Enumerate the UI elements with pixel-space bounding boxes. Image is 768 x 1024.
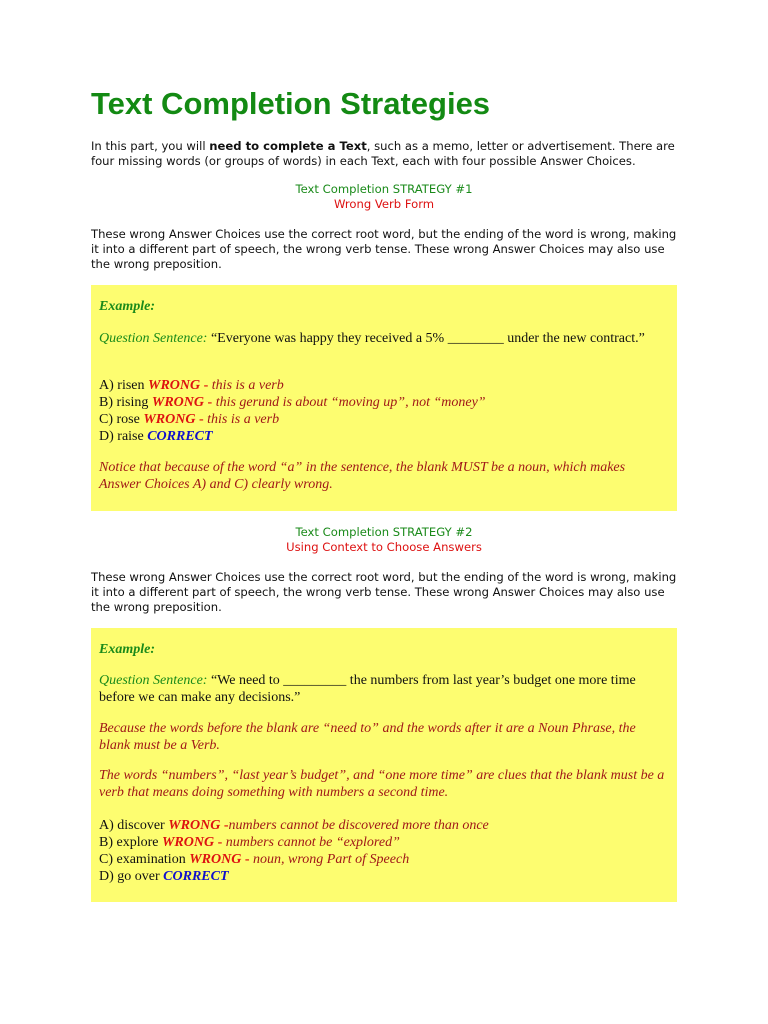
- strategy-1-heading: [91, 182, 677, 212]
- choice-dash: -: [214, 835, 223, 850]
- strategy-2-number: Text Completion STRATEGY #2: [295, 525, 473, 539]
- list-item: [99, 377, 669, 394]
- choice-word: go over: [113, 869, 164, 884]
- choice-verdict: WRONG: [151, 395, 205, 410]
- example-label: Example:: [99, 642, 155, 657]
- list-item: [99, 868, 669, 885]
- strategy-2-heading: [91, 525, 677, 555]
- choice-note: noun, wrong Part of Speech: [249, 852, 410, 867]
- choice-word: examination: [113, 852, 190, 867]
- choice-note: numbers cannot be discovered more than once: [228, 818, 489, 833]
- list-item: [99, 411, 669, 428]
- strategy-2-name: Using Context to Choose Answers: [286, 540, 482, 554]
- list-item: [99, 834, 669, 851]
- choice-verdict: WRONG: [148, 378, 201, 393]
- choice-word: risen: [113, 378, 148, 393]
- choice-letter: C): [99, 852, 113, 867]
- choice-verdict: CORRECT: [147, 429, 213, 444]
- choice-dash: -: [241, 852, 250, 867]
- strategy-1-number: Text Completion STRATEGY #1: [295, 182, 473, 196]
- choice-letter: C): [99, 412, 113, 427]
- choice-word: discover: [113, 818, 169, 833]
- strategy-1-name: Wrong Verb Form: [333, 197, 435, 211]
- choice-note: this is a verb: [203, 412, 280, 427]
- question-text: “Everyone was happy they received a 5% ________ under the new contract.”: [207, 331, 645, 346]
- strategy-2-explanation-2: The words “numbers”, “last year’s budget”, and “one more time” are clues that the blank must be a verb that means doing something with numbers a second time.: [99, 768, 665, 800]
- choice-verdict: WRONG: [168, 818, 221, 833]
- example-label: Example:: [99, 299, 155, 314]
- choice-verdict: CORRECT: [163, 869, 229, 884]
- choice-note: numbers cannot be “explored”: [222, 835, 400, 850]
- list-item: [99, 851, 669, 868]
- choice-dash: -: [200, 378, 209, 393]
- list-item: [99, 394, 669, 411]
- choice-word: rose: [113, 412, 144, 427]
- choice-dash: -: [220, 818, 229, 833]
- choice-letter: A): [99, 818, 114, 833]
- choice-dash: -: [204, 395, 213, 410]
- question-sentence: [99, 672, 669, 706]
- choice-letter: D): [99, 869, 114, 884]
- strategy-1-description: These wrong Answer Choices use the correct root word, but the ending of the word is wrong, making it into a different part of speech, the wrong verb tense. These wrong Answer Choices may also use the wrong preposition.: [91, 227, 677, 271]
- strategy-1-example-box: [91, 285, 677, 511]
- choice-word: rising: [113, 395, 152, 410]
- strategy-2-description: These wrong Answer Choices use the correct root word, but the ending of the word is wrong, making it into a different part of speech, the wrong verb tense. These wrong Answer Choices may also use the wrong preposition.: [91, 570, 677, 614]
- choice-note: this gerund is about “moving up”, not “money”: [212, 395, 486, 410]
- list-item: [99, 428, 669, 445]
- page-title: Text Completion Strategies: [91, 86, 491, 121]
- choice-verdict: WRONG: [161, 835, 215, 850]
- choice-note: this is a verb: [208, 378, 284, 393]
- choice-letter: A): [99, 378, 114, 393]
- choice-letter: B): [99, 395, 113, 410]
- question-text: “We need to _________ the numbers from last year’s budget one more time before we can make any decisions.”: [99, 673, 636, 705]
- choice-word: raise: [113, 429, 148, 444]
- intro-text-before: In this part, you will: [91, 139, 210, 153]
- strategy-2-example-box: [91, 628, 677, 902]
- intro-text-after: , such as a memo, letter or advertisement. There are four missing words (or groups of words) in each Text, each with four possible Answer Choices.: [91, 139, 675, 168]
- choice-verdict: WRONG: [143, 412, 196, 427]
- choice-letter: D): [99, 429, 114, 444]
- question-sentence: [99, 330, 669, 347]
- list-item: [99, 817, 669, 834]
- choice-dash: -: [195, 412, 204, 427]
- strategy-1-explanation: Notice that because of the word “a” in the sentence, the blank MUST be a noun, which makes Answer Choices A) and C) clearly wrong.: [99, 460, 626, 492]
- question-label: Question Sentence:: [99, 673, 208, 688]
- strategy-2-explanation-1: Because the words before the blank are “need to” and the words after it are a Noun Phrase, the blank must be a Verb.: [99, 721, 636, 753]
- intro-text-bold: need to complete a Text: [209, 139, 367, 153]
- intro-paragraph: [91, 139, 677, 169]
- choice-word: explore: [113, 835, 162, 850]
- choice-verdict: WRONG: [189, 852, 242, 867]
- choice-list: [99, 377, 669, 445]
- question-label: Question Sentence:: [99, 331, 208, 346]
- choice-letter: B): [99, 835, 113, 850]
- choice-list: [99, 817, 669, 885]
